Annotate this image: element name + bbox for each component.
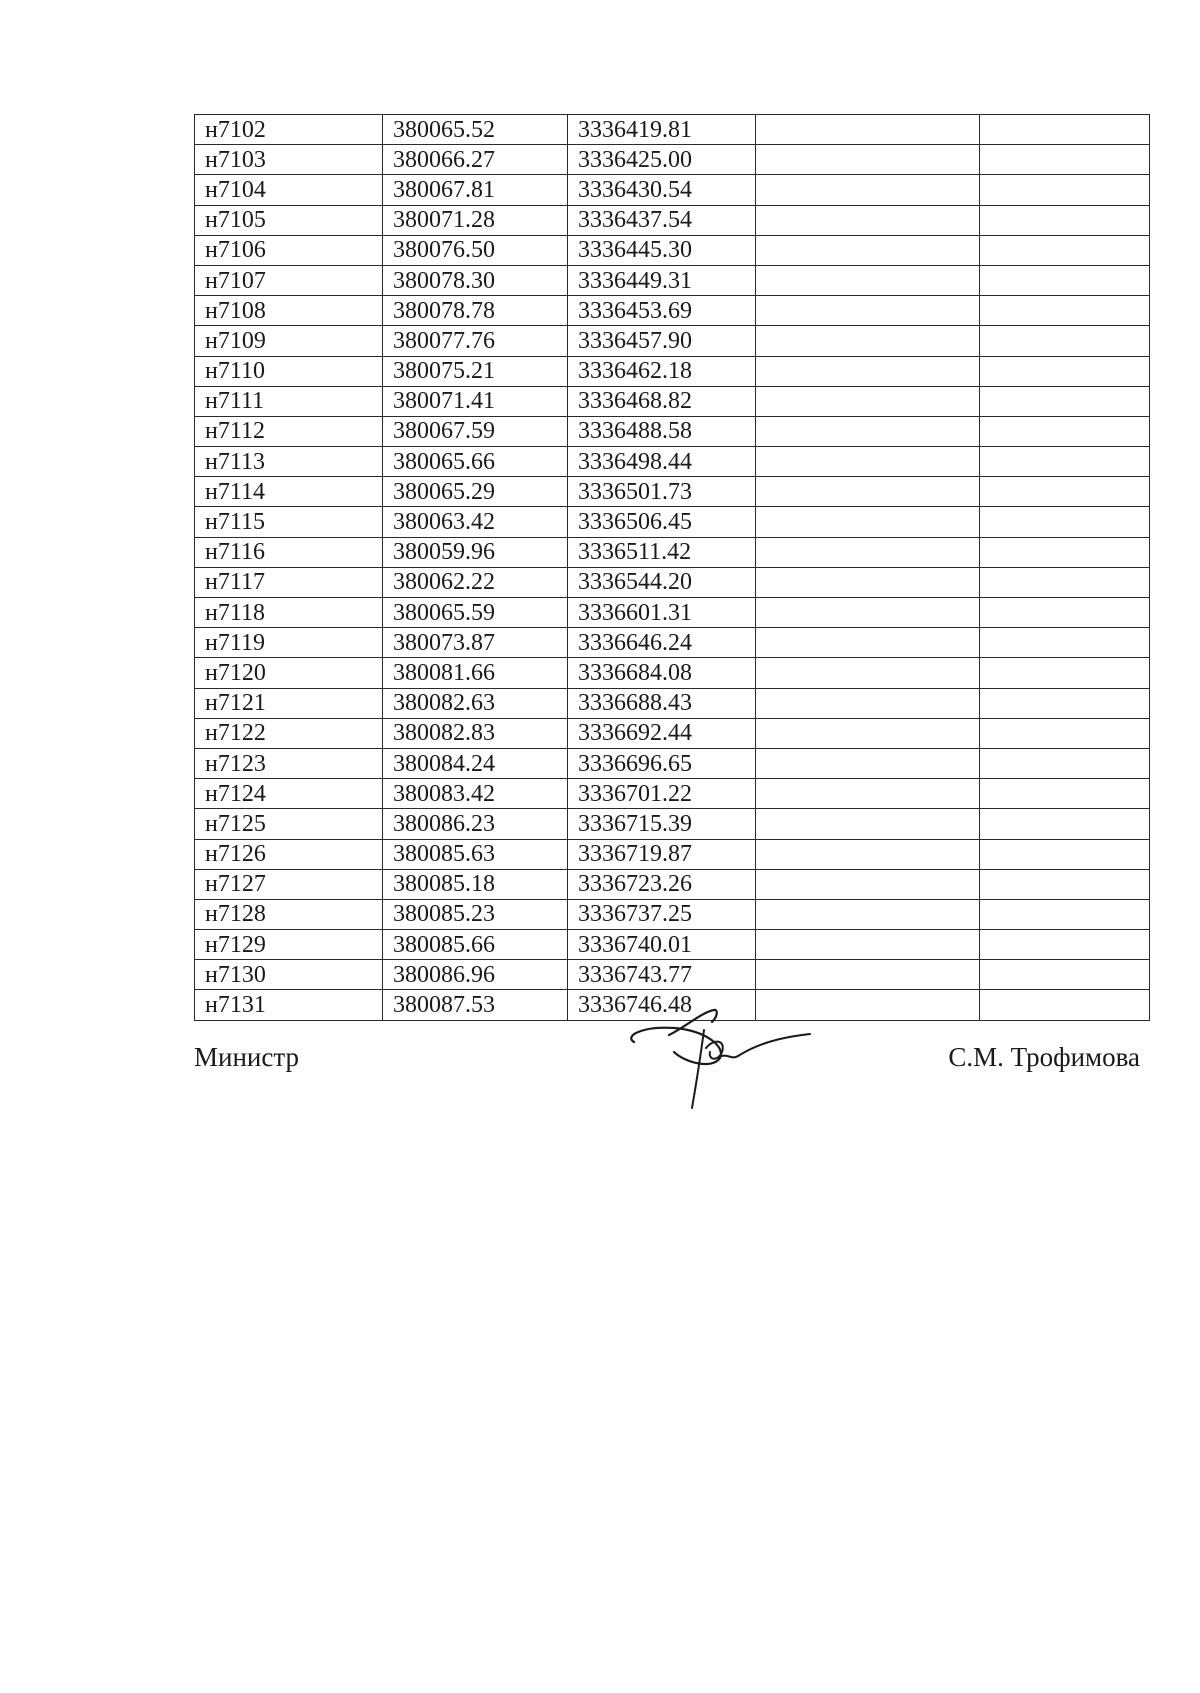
y-coordinate-cell: 3336445.30 [568,235,756,265]
x-coordinate-cell: 380085.66 [383,930,568,960]
x-coordinate-cell: 380059.96 [383,537,568,567]
point-id-cell: н7115 [195,507,383,537]
y-coordinate-cell: 3336688.43 [568,688,756,718]
table-row [195,115,1150,145]
x-coordinate-cell: 380063.42 [383,507,568,537]
point-id-cell: н7120 [195,658,383,688]
y-coordinate-cell: 3336740.01 [568,930,756,960]
empty-cell-5 [980,447,1150,477]
empty-cell-5 [980,507,1150,537]
y-coordinate-cell: 3336437.54 [568,205,756,235]
empty-cell-5 [980,960,1150,990]
empty-cell-5 [980,296,1150,326]
x-coordinate-cell: 380073.87 [383,628,568,658]
y-coordinate-cell: 3336743.77 [568,960,756,990]
point-id-cell: н7122 [195,718,383,748]
y-coordinate-cell: 3336696.65 [568,748,756,778]
y-coordinate-cell: 3336449.31 [568,265,756,295]
x-coordinate-cell: 380085.23 [383,899,568,929]
x-coordinate-cell: 380067.59 [383,416,568,446]
table-row [195,688,1150,718]
table-row [195,416,1150,446]
empty-cell-5 [980,356,1150,386]
table-row [195,628,1150,658]
table-row [195,235,1150,265]
point-id-cell: н7116 [195,537,383,567]
point-id-cell: н7126 [195,839,383,869]
x-coordinate-cell: 380065.59 [383,598,568,628]
empty-cell-5 [980,628,1150,658]
empty-cell-5 [980,658,1150,688]
point-id-cell: н7102 [195,115,383,145]
coordinates-table [194,114,1150,1021]
table-row [195,748,1150,778]
empty-cell-4 [756,145,980,175]
y-coordinate-cell: 3336498.44 [568,447,756,477]
empty-cell-5 [980,326,1150,356]
empty-cell-4 [756,356,980,386]
empty-cell-4 [756,839,980,869]
empty-cell-4 [756,296,980,326]
signature-block [194,1000,1149,1120]
x-coordinate-cell: 380086.23 [383,809,568,839]
x-coordinate-cell: 380078.78 [383,296,568,326]
point-id-cell: н7103 [195,145,383,175]
point-id-cell: н7105 [195,205,383,235]
point-id-cell: н7114 [195,477,383,507]
empty-cell-4 [756,416,980,446]
signatory-name: С.М. Трофимова [948,1042,1140,1072]
y-coordinate-cell: 3336746.48 [568,990,756,1020]
empty-cell-5 [980,718,1150,748]
table-row [195,175,1150,205]
empty-cell-4 [756,809,980,839]
x-coordinate-cell: 380076.50 [383,235,568,265]
point-id-cell: н7112 [195,416,383,446]
empty-cell-5 [980,175,1150,205]
y-coordinate-cell: 3336511.42 [568,537,756,567]
point-id-cell: н7109 [195,326,383,356]
table-row [195,899,1150,929]
point-id-cell: н7119 [195,628,383,658]
point-id-cell: н7131 [195,990,383,1020]
table-row [195,265,1150,295]
x-coordinate-cell: 380071.28 [383,205,568,235]
point-id-cell: н7111 [195,386,383,416]
empty-cell-5 [980,386,1150,416]
table-row [195,296,1150,326]
empty-cell-5 [980,115,1150,145]
empty-cell-4 [756,507,980,537]
table-row [195,386,1150,416]
empty-cell-5 [980,930,1150,960]
empty-cell-4 [756,960,980,990]
y-coordinate-cell: 3336684.08 [568,658,756,688]
empty-cell-5 [980,416,1150,446]
x-coordinate-cell: 380066.27 [383,145,568,175]
table-row [195,205,1150,235]
empty-cell-4 [756,326,980,356]
point-id-cell: н7123 [195,748,383,778]
table-row [195,567,1150,597]
point-id-cell: н7129 [195,930,383,960]
x-coordinate-cell: 380077.76 [383,326,568,356]
empty-cell-4 [756,386,980,416]
table-row [195,718,1150,748]
x-coordinate-cell: 380075.21 [383,356,568,386]
point-id-cell: н7104 [195,175,383,205]
x-coordinate-cell: 380083.42 [383,779,568,809]
empty-cell-5 [980,899,1150,929]
point-id-cell: н7106 [195,235,383,265]
empty-cell-4 [756,537,980,567]
empty-cell-4 [756,869,980,899]
x-coordinate-cell: 380082.83 [383,718,568,748]
y-coordinate-cell: 3336425.00 [568,145,756,175]
empty-cell-5 [980,235,1150,265]
table-row [195,537,1150,567]
y-coordinate-cell: 3336692.44 [568,718,756,748]
x-coordinate-cell: 380062.22 [383,567,568,597]
empty-cell-5 [980,779,1150,809]
empty-cell-4 [756,567,980,597]
empty-cell-5 [980,265,1150,295]
empty-cell-5 [980,537,1150,567]
table-row [195,326,1150,356]
x-coordinate-cell: 380065.52 [383,115,568,145]
empty-cell-4 [756,748,980,778]
empty-cell-5 [980,839,1150,869]
point-id-cell: н7118 [195,598,383,628]
empty-cell-5 [980,688,1150,718]
table-row [195,779,1150,809]
x-coordinate-cell: 380086.96 [383,960,568,990]
table-row [195,507,1150,537]
y-coordinate-cell: 3336501.73 [568,477,756,507]
empty-cell-4 [756,899,980,929]
point-id-cell: н7121 [195,688,383,718]
y-coordinate-cell: 3336701.22 [568,779,756,809]
empty-cell-5 [980,477,1150,507]
y-coordinate-cell: 3336719.87 [568,839,756,869]
table-row [195,356,1150,386]
empty-cell-4 [756,175,980,205]
table-row [195,930,1150,960]
empty-cell-4 [756,930,980,960]
y-coordinate-cell: 3336457.90 [568,326,756,356]
coordinates-table-body [195,115,1150,1021]
point-id-cell: н7117 [195,567,383,597]
table-row [195,447,1150,477]
x-coordinate-cell: 380087.53 [383,990,568,1020]
x-coordinate-cell: 380065.29 [383,477,568,507]
point-id-cell: н7125 [195,809,383,839]
table-row [195,869,1150,899]
point-id-cell: н7107 [195,265,383,295]
x-coordinate-cell: 380065.66 [383,447,568,477]
table-row [195,809,1150,839]
x-coordinate-cell: 380082.63 [383,688,568,718]
point-id-cell: н7113 [195,447,383,477]
empty-cell-5 [980,205,1150,235]
y-coordinate-cell: 3336715.39 [568,809,756,839]
y-coordinate-cell: 3336462.18 [568,356,756,386]
empty-cell-4 [756,205,980,235]
point-id-cell: н7128 [195,899,383,929]
empty-cell-4 [756,658,980,688]
x-coordinate-cell: 380085.18 [383,869,568,899]
y-coordinate-cell: 3336506.45 [568,507,756,537]
x-coordinate-cell: 380067.81 [383,175,568,205]
x-coordinate-cell: 380085.63 [383,839,568,869]
empty-cell-5 [980,145,1150,175]
empty-cell-5 [980,869,1150,899]
empty-cell-4 [756,265,980,295]
y-coordinate-cell: 3336419.81 [568,115,756,145]
x-coordinate-cell: 380081.66 [383,658,568,688]
y-coordinate-cell: 3336737.25 [568,899,756,929]
y-coordinate-cell: 3336453.69 [568,296,756,326]
signature-icon [614,1000,814,1110]
point-id-cell: н7108 [195,296,383,326]
point-id-cell: н7130 [195,960,383,990]
signatory-role: Министр [194,1042,299,1072]
empty-cell-4 [756,779,980,809]
empty-cell-4 [756,115,980,145]
x-coordinate-cell: 380078.30 [383,265,568,295]
y-coordinate-cell: 3336488.58 [568,416,756,446]
y-coordinate-cell: 3336468.82 [568,386,756,416]
point-id-cell: н7127 [195,869,383,899]
empty-cell-5 [980,598,1150,628]
y-coordinate-cell: 3336646.24 [568,628,756,658]
y-coordinate-cell: 3336544.20 [568,567,756,597]
empty-cell-4 [756,718,980,748]
point-id-cell: н7124 [195,779,383,809]
empty-cell-4 [756,628,980,658]
y-coordinate-cell: 3336723.26 [568,869,756,899]
empty-cell-4 [756,598,980,628]
empty-cell-5 [980,809,1150,839]
x-coordinate-cell: 380084.24 [383,748,568,778]
table-row [195,839,1150,869]
point-id-cell: н7110 [195,356,383,386]
empty-cell-4 [756,477,980,507]
empty-cell-5 [980,567,1150,597]
empty-cell-4 [756,688,980,718]
x-coordinate-cell: 380071.41 [383,386,568,416]
table-row [195,960,1150,990]
y-coordinate-cell: 3336601.31 [568,598,756,628]
table-row [195,145,1150,175]
table-row [195,598,1150,628]
empty-cell-4 [756,235,980,265]
y-coordinate-cell: 3336430.54 [568,175,756,205]
empty-cell-5 [980,748,1150,778]
empty-cell-4 [756,447,980,477]
table-row [195,658,1150,688]
table-row [195,477,1150,507]
